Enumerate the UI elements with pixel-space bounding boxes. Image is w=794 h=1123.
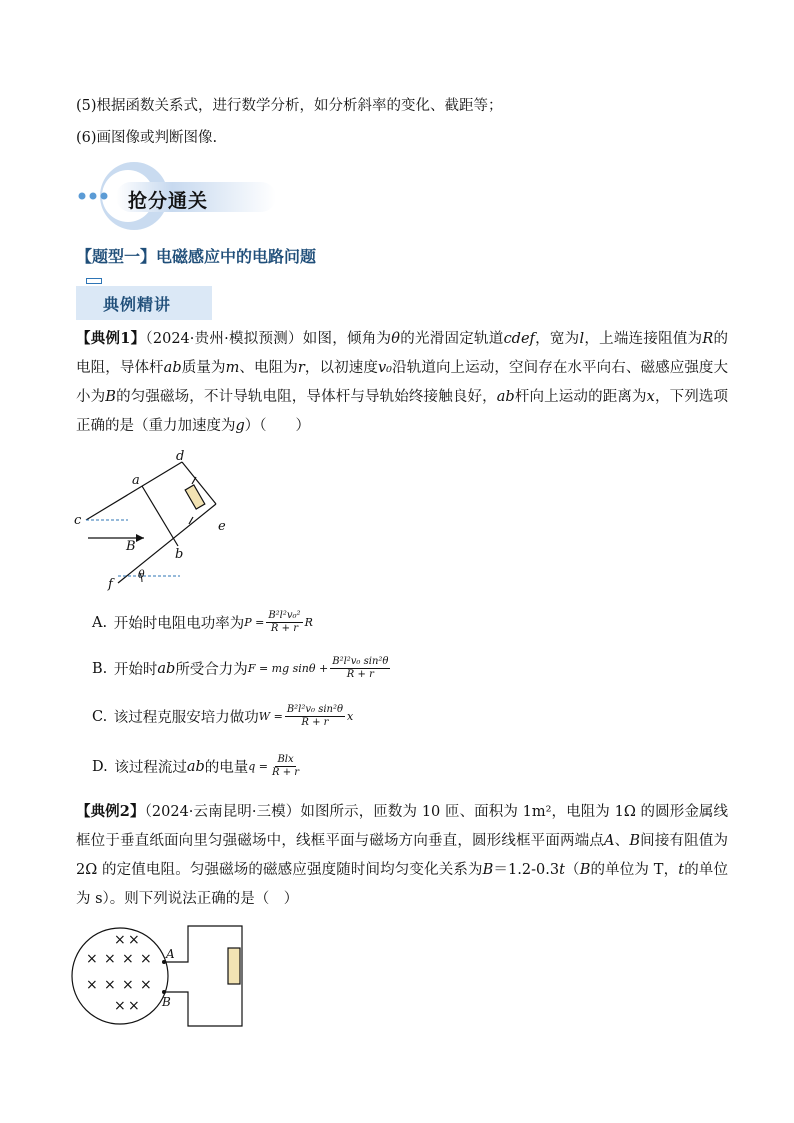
svg-text:×: × <box>122 977 134 993</box>
subhead-marker <box>86 278 102 284</box>
label-A: A <box>166 947 175 961</box>
svg-text:×: × <box>128 932 140 948</box>
svg-text:×: × <box>140 951 152 967</box>
example2-label: 【典例2】 <box>76 803 145 820</box>
example1-question: 【典例1】（2024·贵州·模拟预测）如图，倾角为θ的光滑固定轨道cdef，宽为l，上端连接阻值为R的电阻，导体杆ab质量为m、电阻为r，以初速度v₀沿轨道向上运动，空间存在水平向右、磁感应强度大小为B的匀强磁场，不计导轨电阻，导体杆与导轨始终接触良好，ab杆向上运动的距离为x，下列选项正确的是（重力加速度为g）（ ） <box>76 330 729 434</box>
option-d[interactable]: D. 该过程流过 ab 的电量 q = $\frac{\text{Blx}}{R + r}$ <box>92 754 300 778</box>
label-B: B <box>126 539 136 554</box>
label-e: e <box>218 519 226 534</box>
svg-text:×: × <box>104 977 116 993</box>
label-b: b <box>175 547 184 562</box>
option-a[interactable]: A. 开始时电阻电功率为 P = $\frac{\text{B²l²v₀²}}{R + r}$ R <box>92 610 313 634</box>
svg-text:×: × <box>86 977 98 993</box>
svg-text:×: × <box>114 932 126 948</box>
option-c[interactable]: C. 该过程克服安培力做功 W = $\frac{\text{B²l²v₀ sin²θ}}{R + r}$ x <box>92 704 354 728</box>
intro-line-5: (5)根据函数关系式，进行数学分析，如分析斜率的变化、截距等； <box>76 98 503 114</box>
label-a: a <box>132 473 140 488</box>
svg-text:×: × <box>86 951 98 967</box>
intro-line-6: (6)画图像或判断图像. <box>76 130 218 146</box>
banner-title: 抢分通关 <box>128 190 209 212</box>
example2-question: 【典例2】（2024·云南昆明·三模）如图所示，匝数为 10 匝、面积为 1m²，电阻为 1Ω 的圆形金属线框位于垂直纸面向里匀强磁场中，线框平面与磁场方向垂直，圆形线框平面两端点A、B间接有阻值为 2Ω 的定值电阻。匀强磁场的磁感应强度随时间均匀变化关系为B＝1.2-0.3t（B的单位为 T，t的单位为 s）。则下列说法正确的是（ ） <box>76 803 729 907</box>
option-b[interactable]: B. 开始时 ab 所受合力为 F = mg sinθ + $\frac{\text{B²l²v₀ sin²θ}}{R + r}$ <box>92 656 389 680</box>
type-title: 【题型一】电磁感应中的电路问题 <box>76 247 317 266</box>
svg-text:×: × <box>128 998 140 1014</box>
svg-text:×: × <box>122 951 134 967</box>
incline-rail-figure <box>70 446 250 596</box>
svg-text:×: × <box>114 998 126 1014</box>
svg-text:×: × <box>104 951 116 967</box>
label-theta: θ <box>138 568 145 581</box>
magnetic-field-crosses <box>86 932 152 1014</box>
label-c: c <box>74 513 82 528</box>
label-f: f <box>108 577 113 592</box>
label-B: B <box>162 995 171 1009</box>
example1-label: 【典例1】 <box>76 330 146 347</box>
circular-loop-figure <box>70 918 250 1038</box>
svg-text:×: × <box>140 977 152 993</box>
subhead-title: 典例精讲 <box>103 295 172 314</box>
label-d: d <box>176 449 185 464</box>
